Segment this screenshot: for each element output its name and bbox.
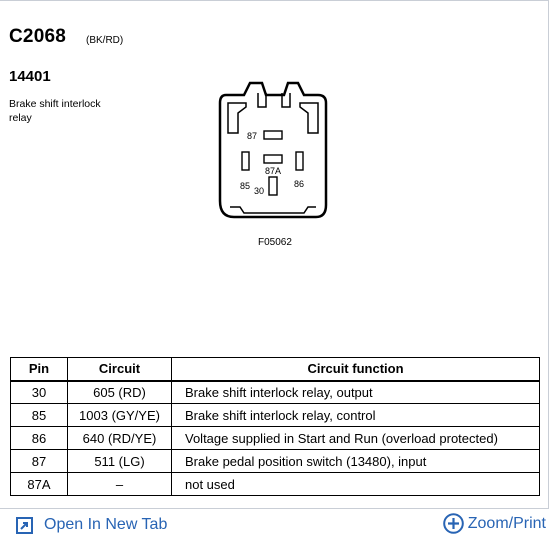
figure-label: F05062 (258, 237, 292, 248)
cell-pin: 87 (11, 450, 68, 473)
pin-86-terminal (296, 152, 303, 170)
pin-label-86: 86 (294, 179, 305, 189)
pin-label-87a: 87A (265, 166, 282, 176)
open-in-new-tab-icon (16, 517, 33, 534)
cell-circuit: 605 (RD) (68, 381, 172, 404)
table-row (11, 404, 540, 427)
table-row (11, 381, 540, 404)
table-header-row (11, 358, 540, 381)
open-in-new-tab-link[interactable] (16, 516, 167, 534)
table-row (11, 427, 540, 450)
pin-label-85: 85 (240, 181, 251, 191)
zoom-print-label: Zoom/Print (467, 514, 546, 532)
cell-function: not used (172, 473, 540, 496)
table-row (11, 450, 540, 473)
header-circuit-function: Circuit function (172, 358, 540, 381)
pin-85-terminal (242, 152, 249, 170)
zoom-plus-icon (443, 513, 464, 534)
cell-circuit: 511 (LG) (68, 450, 172, 473)
table-row (11, 473, 540, 496)
cell-pin: 87A (11, 473, 68, 496)
part-number: 14401 (9, 68, 51, 85)
cell-pin: 85 (11, 404, 68, 427)
header-pin: Pin (11, 358, 68, 381)
pin-label-30: 30 (254, 186, 265, 196)
header-circuit: Circuit (68, 358, 172, 381)
cell-function: Brake shift interlock relay, control (172, 404, 540, 427)
connector-id: C2068 (9, 26, 66, 47)
cell-circuit: 640 (RD/YE) (68, 427, 172, 450)
connector-color: (BK/RD) (86, 35, 124, 46)
cell-circuit: – (68, 473, 172, 496)
pin-87a-terminal (264, 155, 282, 163)
cell-pin: 86 (11, 427, 68, 450)
bottom-action-bar (0, 509, 551, 541)
pin-87-terminal (264, 131, 282, 139)
pin-label-87: 87 (247, 131, 258, 141)
component-description: Brake shift interlock relay (9, 98, 101, 124)
cell-pin: 30 (11, 381, 68, 404)
open-in-new-tab-label: Open In New Tab (44, 516, 168, 533)
connector-face-diagram (218, 73, 328, 233)
cell-function: Brake pedal position switch (13480), input (172, 450, 540, 473)
pin-30-terminal (269, 177, 277, 195)
cell-function: Voltage supplied in Start and Run (overload protected) (172, 427, 540, 450)
pin-table (10, 357, 540, 496)
zoom-print-link[interactable] (443, 513, 546, 534)
cell-circuit: 1003 (GY/YE) (68, 404, 172, 427)
cell-function: Brake shift interlock relay, output (172, 381, 540, 404)
